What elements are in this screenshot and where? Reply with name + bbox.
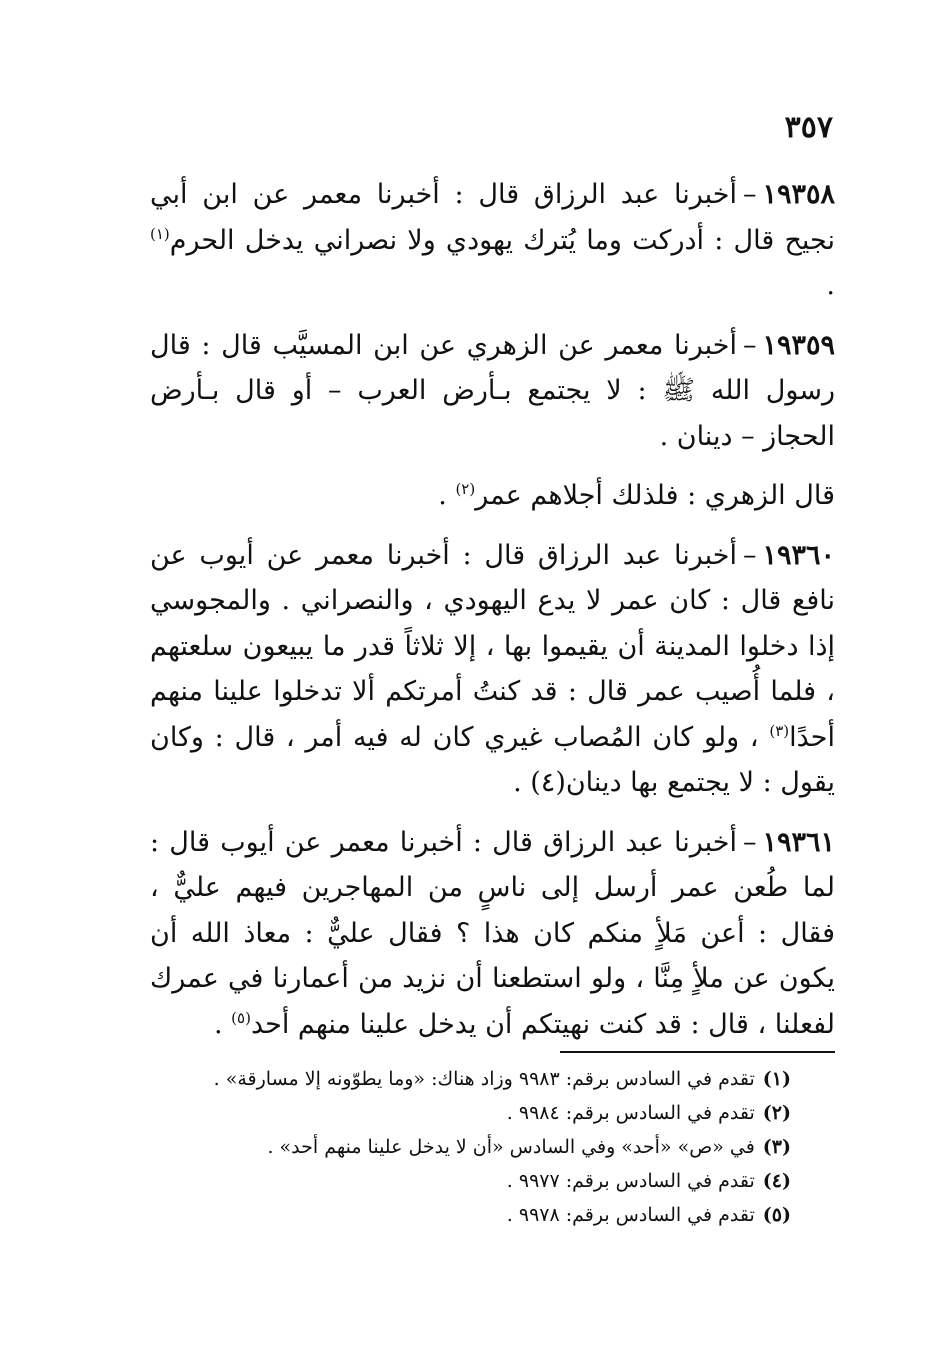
comment-paragraph (150, 473, 835, 519)
dash-separator: – (742, 329, 757, 361)
footnote-text: في «ص» «أحد» وفي السادس «أن لا يدخل علينا منهم أحد» . (267, 1136, 755, 1158)
footnote (180, 1062, 791, 1096)
footnote-divider (560, 1051, 835, 1053)
footnote (180, 1096, 791, 1130)
hadith-number: ١٩٣٦٠ (762, 539, 835, 571)
hadith-paragraph (150, 533, 835, 806)
hadith-text: أخبرنا عبد الرزاق قال : أخبرنا معمر عن أيوب عن نافع قال : كان عمر لا يدع اليهودي ، والنصراني . والمجوسي إذا دخلوا المدينة أن يقيموا بها ، إلا ثلاثاً قدر ما يبيعون سلعتهم ، فلما أُصيب عمر قال : قد كنتُ أمرتكم ألا تدخلوا علينا منهم أحدًا (150, 539, 835, 753)
footnote-text: تقدم في السادس برقم: ٩٩٨٣ وزاد هناك: «وما يطوّونه إلا مسارقة» . (213, 1068, 755, 1090)
hadith-text: قال الزهري : فلذلك أجلاهم عمر (475, 480, 835, 511)
footnote (180, 1164, 791, 1198)
footnote-number: (٥) (762, 1204, 791, 1226)
dash-separator: – (742, 826, 757, 858)
footnote-number: (٢) (762, 1102, 791, 1124)
footnote-marker: (٣) (769, 721, 790, 740)
footnote-number: (٤) (762, 1170, 791, 1192)
page-number: ٣٥٧ (784, 110, 833, 145)
footnote (180, 1130, 791, 1164)
footnote-number: (١) (762, 1068, 791, 1090)
hadith-text-end: . (826, 270, 835, 301)
footnote (180, 1198, 791, 1232)
dash-separator: – (742, 539, 757, 571)
hadith-text-end: . (438, 480, 456, 511)
footnotes (180, 1062, 791, 1232)
hadith-paragraph (150, 820, 835, 1048)
footnote-text: تقدم في السادس برقم: ٩٩٧٨ . (506, 1204, 755, 1226)
hadith-text-body (150, 172, 835, 1061)
hadith-paragraph (150, 172, 835, 309)
hadith-number: ١٩٣٥٩ (762, 329, 835, 361)
hadith-number: ١٩٣٦١ (762, 826, 835, 858)
hadith-text: أخبرنا معمر عن الزهري عن ابن المسيَّب قال : قال رسول الله ﷺ : لا يجتمع بـأرض العرب – أو قال بـأرض الحجاز – دينان . (150, 329, 835, 452)
hadith-text: أخبرنا عبد الرزاق قال : أخبرنا معمر عن أيوب قال : لما طُعن عمر أرسل إلى ناسٍ من المهاجرين فيهم عليٌّ ، فقال : أعن مَلأٍ منكم كان هذا ؟ فقال عليٌّ : معاذ الله أن يكون عن ملأٍ مِنَّا ، ولو استطعنا أن نزيد من أعمارنا في عمرك لفعلنا ، قال : قد كنت نهيتكم أن يدخل علينا منهم أحد (150, 826, 835, 1040)
hadith-text: أخبرنا عبد الرزاق قال : أخبرنا معمر عن ابن أبي نجيح قال : أدركت وما يُترك يهودي ولا نصراني يدخل الحرم (150, 179, 835, 256)
dash-separator: – (742, 179, 757, 210)
footnote-marker: (١) (150, 224, 170, 243)
hadith-text-end: . (214, 1008, 232, 1040)
footnote-number: (٣) (762, 1136, 791, 1158)
hadith-number: ١٩٣٥٨ (762, 179, 835, 210)
hadith-paragraph (150, 323, 835, 460)
footnote-text: تقدم في السادس برقم: ٩٩٨٤ . (506, 1102, 755, 1124)
footnote-marker: (٢) (455, 480, 476, 498)
footnote-text: تقدم في السادس برقم: ٩٩٧٧ . (506, 1170, 755, 1192)
hadith-text-end: ، ولو كان المُصاب غيري كان له فيه أمر ، قال : وكان يقول : لا يجتمع بها دينان(٤) . (150, 721, 835, 798)
footnote-marker: (٥) (231, 1008, 251, 1027)
